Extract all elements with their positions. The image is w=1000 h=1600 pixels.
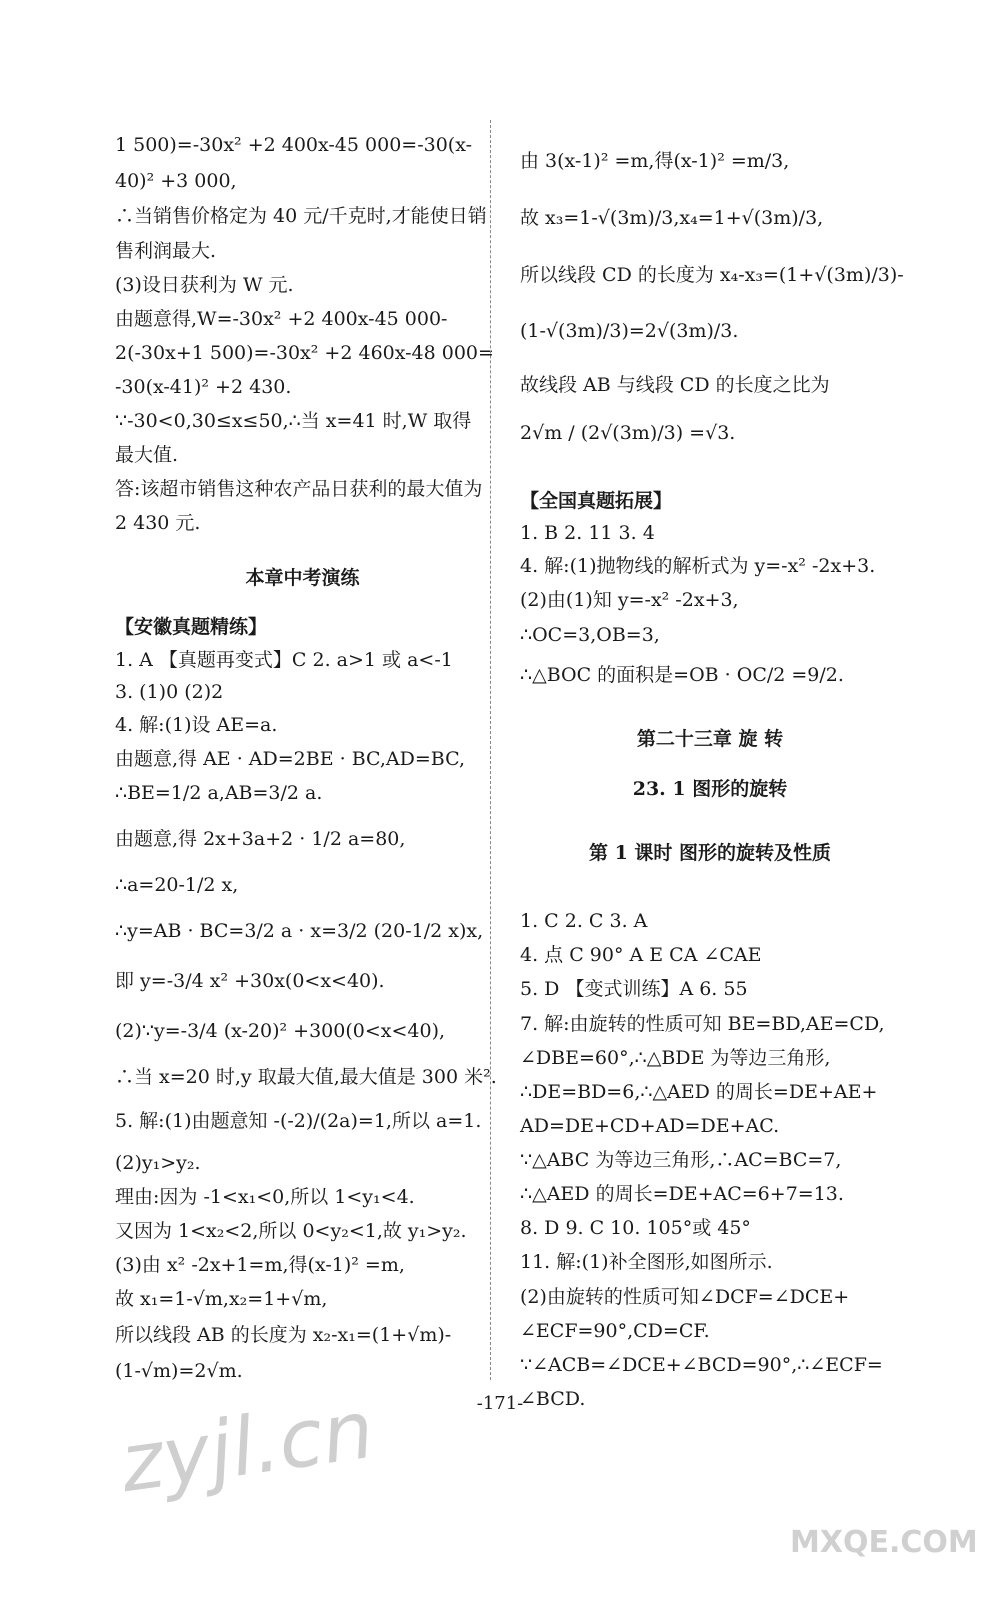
text-line: (2)∵y=-3/4 (x-20)² +300(0<x<40),	[115, 1020, 446, 1042]
text-line: 2√m / (2√(3m)/3) =√3.	[520, 422, 736, 444]
text-line: ∴△AED 的周长=DE+AC=6+7=13.	[520, 1183, 844, 1205]
text-line: 售利润最大.	[115, 240, 217, 262]
section-heading: 第二十三章 旋 转	[636, 728, 784, 750]
text-line: (2)由旋转的性质可知∠DCF=∠DCE+	[520, 1286, 850, 1308]
text-line: ∵∠ACB=∠DCE+∠BCD=90°,∴∠ECF=	[520, 1354, 883, 1376]
section-heading: 本章中考演练	[245, 567, 360, 589]
text-line: 即 y=-3/4 x² +30x(0<x<40).	[115, 970, 385, 992]
text-line: 所以线段 AB 的长度为 x₂-x₁=(1+√m)-	[115, 1324, 452, 1346]
text-line: 1. A 【真题再变式】C 2. a>1 或 a<-1	[115, 649, 453, 671]
text-line: 答:该超市销售这种农产品日获利的最大值为	[115, 478, 483, 500]
text-line: ∵△ABC 为等边三角形,∴AC=BC=7,	[520, 1149, 842, 1171]
text-line: ∴DE=BD=6,∴△AED 的周长=DE+AE+	[520, 1081, 878, 1103]
column-divider	[490, 120, 491, 1380]
text-line: AD=DE+CD+AD=DE+AC.	[520, 1115, 780, 1137]
text-line: (3)设日获利为 W 元.	[115, 274, 294, 296]
text-line: ∠DBE=60°,∴△BDE 为等边三角形,	[520, 1047, 831, 1069]
text-line: 11. 解:(1)补全图形,如图所示.	[520, 1251, 773, 1273]
text-line: 7. 解:由旋转的性质可知 BE=BD,AE=CD,	[520, 1013, 885, 1035]
watermark-site: MXQE.COM	[790, 1525, 978, 1560]
text-line: 4. 点 C 90° A E CA ∠CAE	[520, 944, 762, 966]
text-line: ∴BE=1/2 a,AB=3/2 a.	[115, 782, 323, 804]
text-line: 3. (1)0 (2)2	[115, 681, 224, 703]
text-line: ∴y=AB · BC=3/2 a · x=3/2 (20-1/2 x)x,	[115, 920, 484, 942]
section-heading: 【全国真题拓展】	[520, 490, 673, 512]
text-line: 故 x₁=1-√m,x₂=1+√m,	[115, 1288, 328, 1310]
section-heading: 第 1 课时 图形的旋转及性质	[588, 842, 832, 864]
text-line: 由题意,得 AE · AD=2BE · BC,AD=BC,	[115, 748, 466, 770]
text-line: 又因为 1<x₂<2,所以 0<y₂<1,故 y₁>y₂.	[115, 1220, 467, 1242]
text-line: ∠ECF=90°,CD=CF.	[520, 1320, 710, 1342]
text-line: 1. B 2. 11 3. 4	[520, 522, 655, 544]
text-line: 故线段 AB 与线段 CD 的长度之比为	[520, 374, 830, 396]
text-line: ∵-30<0,30≤x≤50,∴当 x=41 时,W 取得	[115, 410, 472, 432]
text-line: 40)² +3 000,	[115, 170, 237, 192]
text-line: (1-√(3m)/3)=2√(3m)/3.	[520, 320, 739, 342]
text-line: -30(x-41)² +2 430.	[115, 376, 292, 398]
text-line: (1-√m)=2√m.	[115, 1360, 243, 1382]
text-line: 1 500)=-30x² +2 400x-45 000=-30(x-	[115, 134, 473, 156]
text-line: 5. 解:(1)由题意知 -(-2)/(2a)=1,所以 a=1.	[115, 1110, 482, 1132]
text-line: 由题意,得 2x+3a+2 · 1/2 a=80,	[115, 828, 406, 850]
text-line: 1. C 2. C 3. A	[520, 910, 648, 932]
page-number: -171-	[476, 1393, 524, 1414]
text-line: 所以线段 CD 的长度为 x₄-x₃=(1+√(3m)/3)-	[520, 264, 904, 286]
text-line: ∴△BOC 的面积是=OB · OC/2 =9/2.	[520, 664, 844, 686]
text-line: 8. D 9. C 10. 105°或 45°	[520, 1217, 751, 1239]
text-line: 最大值.	[115, 444, 179, 466]
text-line: ∠BCD.	[520, 1388, 586, 1410]
text-line: 5. D 【变式训练】A 6. 55	[520, 978, 748, 1000]
text-line: 由 3(x-1)² =m,得(x-1)² =m/3,	[520, 150, 790, 172]
text-line: ∴OC=3,OB=3,	[520, 624, 660, 646]
section-heading: 23. 1 图形的旋转	[632, 778, 788, 800]
text-line: ∴当销售价格定为 40 元/千克时,才能使日销	[115, 205, 487, 227]
text-line: 故 x₃=1-√(3m)/3,x₄=1+√(3m)/3,	[520, 207, 824, 229]
text-line: 4. 解:(1)设 AE=a.	[115, 714, 278, 736]
text-line: ∴当 x=20 时,y 取最大值,最大值是 300 米².	[115, 1066, 497, 1088]
text-line: 2(-30x+1 500)=-30x² +2 460x-48 000=	[115, 342, 494, 364]
text-line: (2)由(1)知 y=-x² -2x+3,	[520, 589, 739, 611]
text-line: 理由:因为 -1<x₁<0,所以 1<y₁<4.	[115, 1186, 415, 1208]
text-line: (3)由 x² -2x+1=m,得(x-1)² =m,	[115, 1254, 405, 1276]
watermark-logo: zyjl.cn	[114, 1382, 380, 1511]
text-line: 2 430 元.	[115, 512, 201, 534]
text-line: (2)y₁>y₂.	[115, 1152, 201, 1174]
text-line: ∴a=20-1/2 x,	[115, 874, 239, 896]
section-heading: 【安徽真题精练】	[115, 616, 268, 638]
text-line: 由题意得,W=-30x² +2 400x-45 000-	[115, 308, 448, 330]
text-line: 4. 解:(1)抛物线的解析式为 y=-x² -2x+3.	[520, 555, 876, 577]
